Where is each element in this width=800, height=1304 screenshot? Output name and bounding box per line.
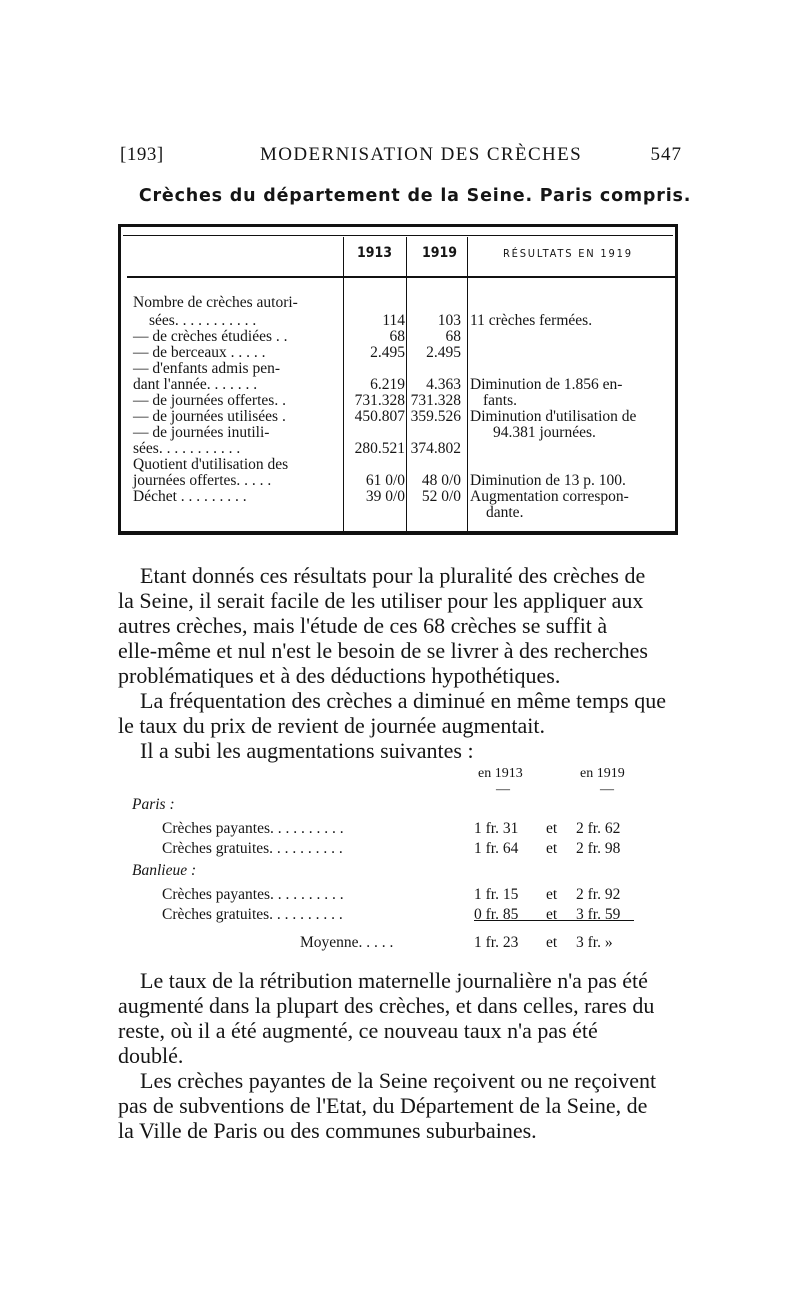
table-row xyxy=(121,409,675,425)
page-number: [193] xyxy=(120,144,164,165)
sum-rule xyxy=(474,920,634,921)
table-row xyxy=(121,505,675,521)
dash: — xyxy=(600,782,614,797)
column-header-1919: en 1919 xyxy=(580,766,625,781)
table-row xyxy=(121,489,675,505)
result-text: Diminution d'utilisation de xyxy=(470,408,637,425)
text-line: Etant donnés ces résultats pour la pluralité des crèches de xyxy=(140,563,646,588)
row-label: dant l'année. . . . . . . xyxy=(133,376,258,393)
value-1919: 731.328 xyxy=(410,392,461,409)
paragraph-4 xyxy=(118,968,680,1068)
column-header-1913: en 1913 xyxy=(478,766,523,781)
text-line: le taux du prix de revient de journée augmentait. xyxy=(118,713,546,738)
text-line: autres crèches, mais l'étude de ces 68 crèches se suffit à xyxy=(118,613,608,638)
result-text: fants. xyxy=(483,392,518,409)
table-row xyxy=(121,345,675,361)
row-label: Déchet . . . . . . . . . xyxy=(133,488,247,505)
rate-1913: 1 fr. 15 xyxy=(474,886,519,903)
table-row xyxy=(121,377,675,393)
table-row xyxy=(121,473,675,489)
row-label: — d'enfants admis pen- xyxy=(133,360,280,377)
row-label: Quotient d'utilisation des xyxy=(133,456,289,473)
connector: et xyxy=(546,934,558,951)
text-line: Les crèches payantes de la Seine reçoivent ou ne reçoivent xyxy=(140,1068,657,1093)
average-1913: 1 fr. 23 xyxy=(474,934,519,951)
text-line: elle-même et nul n'est le besoin de se livrer à des recherches xyxy=(118,638,648,663)
table-row xyxy=(121,361,675,377)
result-text: Augmentation correspon- xyxy=(470,488,629,505)
value-1913: 731.328 xyxy=(354,392,405,409)
text-line: doublé. xyxy=(118,1043,184,1068)
paragraph-3 xyxy=(118,738,680,763)
row-label: journées offertes. . . . . xyxy=(133,472,272,489)
header-rule xyxy=(127,276,675,278)
text-line: pas de subventions de l'Etat, du Département de la Seine, de xyxy=(118,1093,648,1118)
table-row xyxy=(121,457,675,473)
rate-1913: 0 fr. 85 xyxy=(474,906,519,923)
value-1913: 39 0/0 xyxy=(365,488,405,505)
folio: 547 xyxy=(650,144,682,165)
value-1919: 4.363 xyxy=(426,376,461,393)
connector: et xyxy=(546,886,558,903)
column-header-1919: 1919 xyxy=(422,245,458,261)
table-row xyxy=(121,393,675,409)
row-label: sées. . . . . . . . . . . xyxy=(149,312,257,329)
table-top-rule xyxy=(123,235,673,236)
connector: et xyxy=(546,906,558,923)
result-text: Diminution de 1.856 en- xyxy=(470,376,623,393)
text-line: la Seine, il serait facile de les utiliser pour les appliquer aux xyxy=(118,588,644,613)
result-text: 11 crèches fermées. xyxy=(470,312,593,329)
paragraph-5 xyxy=(118,1068,680,1143)
rate-label: Crèches gratuites. . . . . . . . . . xyxy=(162,840,343,857)
average-label: Moyenne. . . . . xyxy=(300,934,394,951)
text-line: Le taux de la rétribution maternelle journalière n'a pas été xyxy=(140,968,648,993)
text-line: problématiques et à des déductions hypothétiques. xyxy=(118,663,561,688)
value-1913: 2.495 xyxy=(370,344,405,361)
row-label: — de journées utilisées . xyxy=(133,408,286,425)
column-header-results: RÉSULTATS EN 1919 xyxy=(503,247,633,260)
rate-1919: 2 fr. 62 xyxy=(576,820,621,837)
result-text: 94.381 journées. xyxy=(493,424,596,441)
result-text: Diminution de 13 p. 100. xyxy=(470,472,626,489)
row-label: Nombre de crèches autori- xyxy=(133,294,298,311)
row-label: — de crèches étudiées . . xyxy=(133,328,288,345)
rate-1919: 2 fr. 98 xyxy=(576,840,621,857)
table-row xyxy=(121,329,675,345)
table-caption: Crèches du département de la Seine. Paris compris. xyxy=(138,186,692,206)
text-line: la Ville de Paris ou des communes suburbaines. xyxy=(118,1118,537,1143)
connector: et xyxy=(546,820,558,837)
row-label: — de journées offertes. . xyxy=(133,392,286,409)
value-1913: 68 xyxy=(389,328,405,345)
average-1919: 3 fr. » xyxy=(576,934,613,951)
rate-label: Crèches payantes. . . . . . . . . . xyxy=(162,820,344,837)
value-1919: 103 xyxy=(437,312,461,329)
text-line: Il a subi les augmentations suivantes : xyxy=(140,738,474,763)
dash: — xyxy=(496,782,510,797)
rate-1913: 1 fr. 64 xyxy=(474,840,519,857)
value-1913: 280.521 xyxy=(354,440,405,457)
text-line: augmenté dans la plupart des crèches, et dans celles, rares du xyxy=(118,993,655,1018)
group-label-paris: Paris : xyxy=(132,796,175,813)
value-1913: 6.219 xyxy=(370,376,405,393)
result-text: dante. xyxy=(486,504,524,521)
value-1919: 2.495 xyxy=(426,344,461,361)
statistics-table xyxy=(118,224,678,535)
group-label-banlieue: Banlieue : xyxy=(132,862,197,879)
text-line: La fréquentation des crèches a diminué en même temps que xyxy=(140,688,666,713)
rate-label: Crèches payantes. . . . . . . . . . xyxy=(162,886,344,903)
value-1919: 52 0/0 xyxy=(421,488,461,505)
paragraph-1 xyxy=(118,563,680,688)
column-header-1913: 1913 xyxy=(357,245,393,261)
row-label: — de journées inutili- xyxy=(133,424,270,441)
value-1919: 359.526 xyxy=(410,408,461,425)
value-1913: 61 0/0 xyxy=(365,472,405,489)
connector: et xyxy=(546,840,558,857)
row-label: sées. . . . . . . . . . . xyxy=(133,440,241,457)
rates-list xyxy=(118,766,680,956)
table-row xyxy=(121,441,675,457)
rate-1919: 3 fr. 59 xyxy=(576,906,621,923)
value-1919: 374.802 xyxy=(410,440,461,457)
value-1913: 114 xyxy=(382,312,405,329)
value-1919: 68 xyxy=(445,328,461,345)
running-title: MODERNISATION DES CRÈCHES xyxy=(260,144,583,165)
text-line: reste, où il a été augmenté, ce nouveau taux n'a pas été xyxy=(118,1018,598,1043)
row-label: — de berceaux . . . . . xyxy=(133,344,266,361)
rate-1913: 1 fr. 31 xyxy=(474,820,519,837)
running-header xyxy=(120,142,682,170)
value-1919: 48 0/0 xyxy=(421,472,461,489)
paragraph-2 xyxy=(118,688,680,738)
table-row xyxy=(121,313,675,329)
table-row xyxy=(121,295,675,311)
table-row xyxy=(121,425,675,441)
rate-label: Crèches gratuites. . . . . . . . . . xyxy=(162,906,343,923)
rate-1919: 2 fr. 92 xyxy=(576,886,621,903)
value-1913: 450.807 xyxy=(354,408,405,425)
